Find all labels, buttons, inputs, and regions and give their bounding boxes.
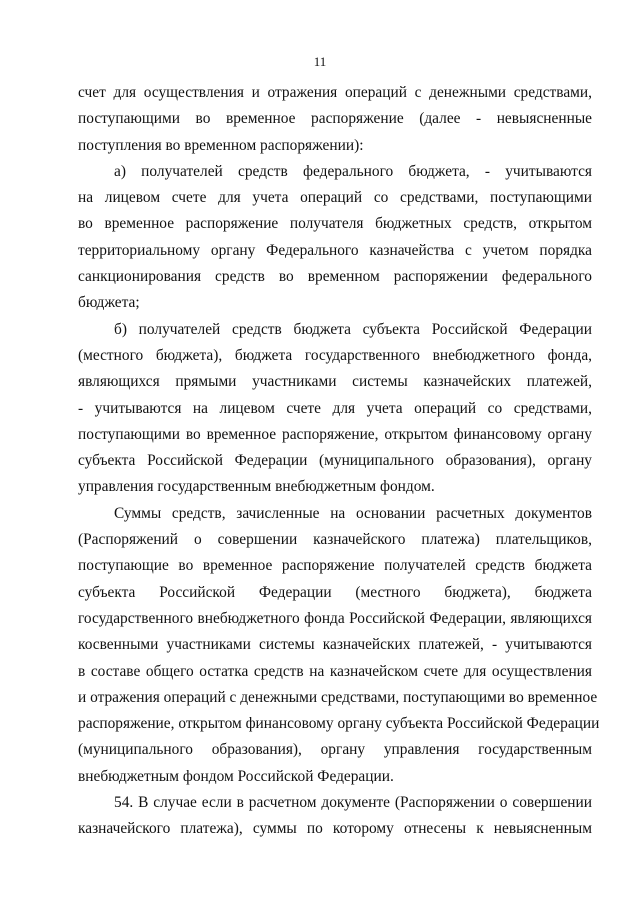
text-line: счет для осуществления и отражения операций с денежными средствами, — [78, 84, 592, 101]
text-line: распоряжение, открытом финансовому органу субъекта Российской Федерации — [78, 715, 600, 733]
text-line: субъекта Российской Федерации (муниципального образования), органу — [78, 452, 592, 470]
text-line: поступающими во временное распоряжение (далее - невыясненные — [78, 110, 592, 128]
text-line: в составе общего остатка средств на казначейском счете для осуществления — [78, 662, 592, 680]
text-line: являющихся прямыми участниками системы казначейских платежей, — [78, 373, 592, 391]
text-line: санкционирования средств во временном распоряжении федерального — [78, 268, 592, 286]
text-line: субъекта Российской Федерации (местного бюджета), бюджета — [78, 583, 592, 601]
text-line: и отражения операций с денежными средствами, поступающими во временное — [78, 688, 598, 706]
text-line: бюджета; — [78, 294, 140, 312]
text-line: Суммы средств, зачисленные на основании расчетных документов — [114, 504, 592, 522]
text-line: поступающими во временное распоряжение, открытом финансовому органу — [78, 425, 592, 443]
text-line: поступления во временном распоряжении): — [78, 136, 364, 154]
text-line: - учитываются на лицевом счете для учета операций со средствами, — [78, 399, 592, 417]
text-line: казначейского платежа), суммы по которому отнесены к невыясненным — [78, 820, 592, 838]
page-number: 11 — [313, 54, 327, 69]
text-line: 54. В случае если в расчетном документе (Распоряжении о совершении — [114, 794, 592, 812]
text-line: территориальному органу Федерального казначейства с учетом порядка — [78, 241, 592, 259]
text-line: (муниципального образования), органу управления государственным — [78, 741, 592, 759]
text-line: (местного бюджета), бюджета государственного внебюджетного фонда, — [78, 346, 592, 364]
text-line: б) получателей средств бюджета субъекта Российской Федерации — [114, 320, 592, 338]
text-line: поступающие во временное распоряжение получателей средств бюджета — [78, 557, 592, 575]
text-line: внебюджетным фондом Российской Федерации. — [78, 767, 394, 785]
text-line: государственного внебюджетного фонда Российской Федерации, являющихся — [78, 609, 592, 627]
text-line: управления государственным внебюджетным фондом. — [78, 478, 435, 496]
document-text-body — [78, 80, 600, 843]
text-line: (Распоряжений о совершении казначейского платежа) плательщиков, — [78, 531, 592, 549]
text-line: во временное распоряжение получателя бюджетных средств, открытом — [78, 215, 592, 233]
text-line: косвенными участниками системы казначейских платежей, - учитываются — [78, 636, 592, 654]
text-line: а) получателей средств федерального бюджета, - учитываются — [114, 162, 592, 180]
text-line: на лицевом счете для учета операций со средствами, поступающими — [78, 189, 592, 207]
